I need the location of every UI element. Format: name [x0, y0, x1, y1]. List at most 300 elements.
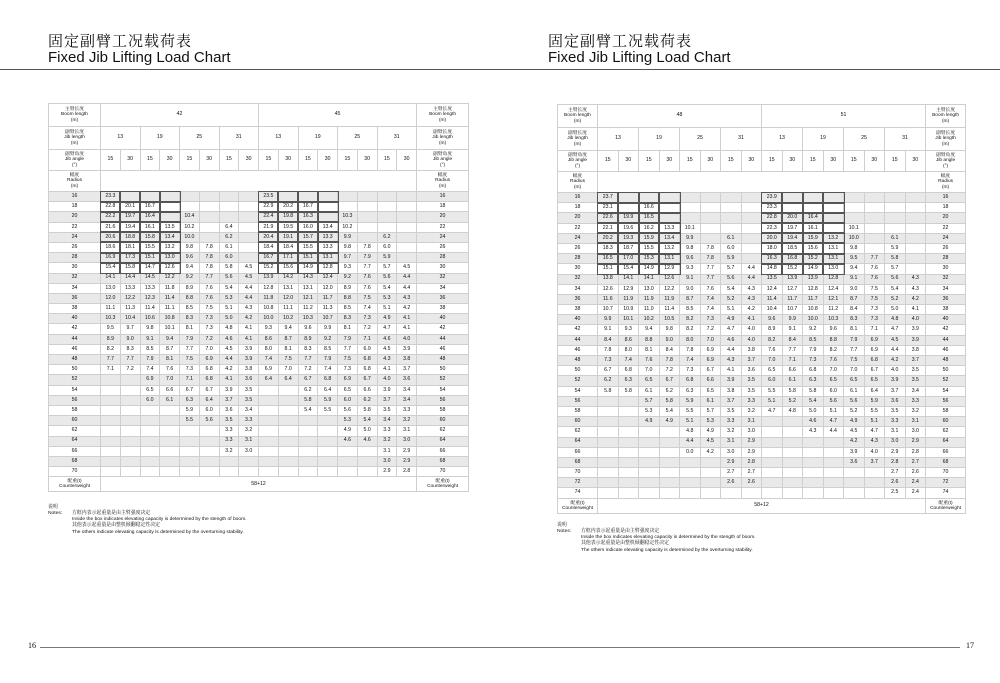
capacity-cell — [180, 202, 200, 212]
capacity-cell — [397, 222, 417, 232]
capacity-cell — [259, 436, 279, 446]
capacity-cell — [160, 426, 180, 436]
capacity-cell — [120, 385, 140, 395]
capacity-cell: 19.6 — [618, 223, 639, 233]
capacity-cell: 7.8 — [357, 242, 377, 252]
chart-title-en: Fixed Jib Lifting Load Chart — [48, 49, 231, 66]
capacity-cell: 3.3 — [741, 396, 762, 406]
capacity-cell: 4.9 — [700, 427, 721, 437]
capacity-cell — [823, 193, 844, 203]
boom-length-value: 51 — [762, 105, 926, 128]
radius-value: 48 — [417, 355, 469, 365]
capacity-cell — [782, 203, 803, 213]
capacity-cell: 5.1 — [864, 417, 885, 427]
capacity-cell: 13.1 — [278, 283, 298, 293]
capacity-cell — [120, 375, 140, 385]
radius-value: 18 — [926, 203, 966, 213]
note-line: Inside the box indicates elevating capacity is determined by the stength of boom. — [72, 517, 247, 523]
jib-angle-value: 30 — [659, 151, 680, 172]
capacity-cell: 5.2 — [885, 294, 906, 304]
capacity-cell: 6.5 — [338, 385, 358, 395]
capacity-cell: 14.9 — [803, 264, 824, 274]
capacity-cell: 8.1 — [180, 324, 200, 334]
capacity-cell: 7.3 — [700, 315, 721, 325]
capacity-cell: 7.8 — [659, 356, 680, 366]
radius-value: 26 — [49, 242, 101, 252]
capacity-cell — [239, 222, 259, 232]
capacity-cell: 15.5 — [639, 243, 660, 253]
capacity-cell: 5.5 — [680, 406, 701, 416]
boom-length-label: 主臂长度 Boom length (m) — [558, 105, 598, 128]
capacity-cell: 15.1 — [140, 253, 160, 263]
capacity-cell — [721, 193, 742, 203]
capacity-cell: 6.9 — [864, 335, 885, 345]
capacity-cell: 2.9 — [721, 457, 742, 467]
capacity-cell: 6.5 — [639, 376, 660, 386]
capacity-cell: 6.2 — [598, 376, 619, 386]
radius-value: 58 — [417, 405, 469, 415]
capacity-cell: 4.2 — [219, 365, 239, 375]
capacity-cell: 11.0 — [639, 305, 660, 315]
capacity-cell: 3.9 — [844, 447, 865, 457]
capacity-cell — [905, 254, 926, 264]
jib-angle-value: 30 — [318, 150, 338, 171]
capacity-cell — [823, 447, 844, 457]
table-row — [49, 273, 469, 283]
capacity-cell: 8.3 — [120, 344, 140, 354]
capacity-cell — [659, 213, 680, 223]
capacity-cell: 8.3 — [338, 314, 358, 324]
capacity-cell: 20.2 — [598, 233, 619, 243]
capacity-cell: 6.9 — [259, 365, 279, 375]
capacity-cell — [762, 478, 783, 488]
capacity-cell: 4.2 — [844, 437, 865, 447]
boom-length-label: 主臂长度 Boom length (m) — [417, 104, 469, 127]
capacity-cell: 10.1 — [680, 223, 701, 233]
capacity-cell: 13.1 — [823, 254, 844, 264]
jib-angle-value: 15 — [180, 150, 200, 171]
capacity-cell: 4.4 — [239, 293, 259, 303]
capacity-cell: 11.1 — [278, 304, 298, 314]
capacity-cell — [259, 416, 279, 426]
table-row — [558, 345, 966, 355]
capacity-cell: 7.2 — [700, 325, 721, 335]
jib-angle-value: 15 — [219, 150, 239, 171]
capacity-cell: 3.3 — [377, 426, 397, 436]
capacity-cell: 3.3 — [397, 405, 417, 415]
capacity-cell: 6.6 — [160, 385, 180, 395]
capacity-cell: 13.0 — [101, 283, 121, 293]
radius-value: 70 — [926, 468, 966, 478]
table-row — [49, 426, 469, 436]
capacity-cell: 3.1 — [377, 446, 397, 456]
counterweight-row — [49, 477, 469, 492]
table-row — [558, 478, 966, 488]
table-row — [558, 193, 966, 203]
capacity-cell: 4.3 — [397, 293, 417, 303]
capacity-cell — [357, 212, 377, 222]
capacity-cell — [357, 192, 377, 202]
capacity-cell: 3.6 — [885, 396, 906, 406]
jib-angle-label: 副臂角度 Jib angle (°) — [926, 151, 966, 172]
capacity-cell: 10.0 — [803, 315, 824, 325]
capacity-cell: 11.9 — [659, 294, 680, 304]
jib-length-label: 副臂长度 Jib length (m) — [417, 127, 469, 150]
capacity-cell — [298, 446, 318, 456]
capacity-cell: 4.0 — [741, 335, 762, 345]
capacity-cell: 8.8 — [823, 335, 844, 345]
jib-length-label: 副臂长度 Jib length (m) — [926, 128, 966, 151]
capacity-cell — [618, 488, 639, 498]
capacity-cell: 5.1 — [219, 304, 239, 314]
note-line: The others indicate elevating capacity is determined by the overturning stability. — [72, 529, 244, 535]
table-row — [558, 325, 966, 335]
capacity-cell: 11.3 — [120, 304, 140, 314]
capacity-cell: 15.7 — [298, 232, 318, 242]
counterweight-value: 58+12 — [101, 477, 417, 492]
capacity-cell: 15.8 — [140, 232, 160, 242]
capacity-cell: 9.8 — [680, 243, 701, 253]
capacity-cell: 4.3 — [905, 274, 926, 284]
table-row — [49, 365, 469, 375]
radius-value: 28 — [49, 253, 101, 263]
capacity-cell — [864, 488, 885, 498]
capacity-cell: 7.4 — [680, 356, 701, 366]
table-row — [49, 405, 469, 415]
capacity-cell: 4.4 — [239, 283, 259, 293]
capacity-cell: 19.8 — [278, 212, 298, 222]
capacity-cell: 8.8 — [639, 335, 660, 345]
capacity-cell: 5.4 — [298, 405, 318, 415]
capacity-cell: 13.3 — [318, 232, 338, 242]
capacity-cell: 12.6 — [659, 274, 680, 284]
jib-angle-value: 15 — [377, 150, 397, 171]
radius-value: 72 — [558, 478, 598, 488]
capacity-cell — [120, 405, 140, 415]
capacity-cell: 3.4 — [397, 395, 417, 405]
table-row — [558, 305, 966, 315]
capacity-cell — [239, 467, 259, 477]
capacity-cell — [762, 457, 783, 467]
capacity-cell: 12.8 — [803, 284, 824, 294]
jib-length-label: 副臂长度 Jib length (m) — [558, 128, 598, 151]
capacity-cell: 8.5 — [140, 344, 160, 354]
capacity-cell: 5.5 — [180, 416, 200, 426]
radius-value: 38 — [49, 304, 101, 314]
jib-length-value: 13 — [762, 128, 803, 151]
capacity-cell: 21.6 — [101, 222, 121, 232]
capacity-cell: 7.0 — [823, 366, 844, 376]
capacity-cell: 3.5 — [885, 406, 906, 416]
table-row — [49, 436, 469, 446]
capacity-cell: 6.1 — [160, 395, 180, 405]
capacity-cell — [864, 193, 885, 203]
capacity-cell: 4.2 — [885, 356, 906, 366]
capacity-cell: 11.8 — [160, 283, 180, 293]
capacity-cell: 7.8 — [680, 345, 701, 355]
capacity-cell: 4.8 — [680, 427, 701, 437]
jib-angle-value: 30 — [864, 151, 885, 172]
capacity-cell — [160, 202, 180, 212]
capacity-cell — [618, 478, 639, 488]
capacity-cell: 9.8 — [180, 242, 200, 252]
capacity-cell: 7.2 — [199, 334, 219, 344]
capacity-cell: 3.5 — [905, 366, 926, 376]
capacity-cell: 2.7 — [905, 457, 926, 467]
capacity-cell — [140, 405, 160, 415]
capacity-cell: 5.5 — [318, 405, 338, 415]
capacity-cell — [298, 467, 318, 477]
capacity-cell: 5.6 — [199, 416, 219, 426]
table-row — [558, 284, 966, 294]
capacity-cell: 18.7 — [618, 243, 639, 253]
radius-value: 58 — [558, 406, 598, 416]
capacity-cell: 7.9 — [844, 335, 865, 345]
capacity-cell: 4.1 — [377, 365, 397, 375]
capacity-cell: 10.2 — [338, 222, 358, 232]
capacity-cell: 7.0 — [844, 366, 865, 376]
capacity-cell — [803, 478, 824, 488]
capacity-cell: 4.9 — [639, 417, 660, 427]
capacity-cell: 13.9 — [259, 273, 279, 283]
capacity-cell: 6.8 — [199, 365, 219, 375]
capacity-cell: 6.7 — [864, 366, 885, 376]
capacity-cell: 8.8 — [180, 293, 200, 303]
capacity-cell — [618, 447, 639, 457]
radius-label: 幅度 Radius (m) — [417, 171, 469, 192]
capacity-cell: 5.9 — [318, 395, 338, 405]
capacity-cell: 2.9 — [741, 447, 762, 457]
capacity-cell — [700, 478, 721, 488]
radius-value: 46 — [49, 344, 101, 354]
radius-value: 50 — [417, 365, 469, 375]
capacity-cell: 10.0 — [259, 314, 279, 324]
capacity-cell — [298, 456, 318, 466]
capacity-cell — [782, 488, 803, 498]
capacity-cell: 10.2 — [639, 315, 660, 325]
jib-length-value: 31 — [377, 127, 417, 150]
capacity-cell: 16.7 — [140, 202, 160, 212]
capacity-cell: 4.3 — [239, 304, 259, 314]
radius-value: 26 — [417, 242, 469, 252]
capacity-cell: 5.6 — [219, 273, 239, 283]
radius-value: 62 — [926, 427, 966, 437]
capacity-cell — [905, 243, 926, 253]
capacity-cell — [318, 456, 338, 466]
radius-value: 52 — [417, 375, 469, 385]
capacity-cell: 8.9 — [338, 283, 358, 293]
capacity-cell: 5.2 — [721, 294, 742, 304]
capacity-cell: 12.6 — [598, 284, 619, 294]
capacity-cell — [741, 488, 762, 498]
capacity-cell: 6.9 — [700, 356, 721, 366]
capacity-cell: 4.6 — [219, 334, 239, 344]
capacity-cell — [318, 212, 338, 222]
capacity-cell: 3.0 — [905, 427, 926, 437]
jib-length-value: 19 — [140, 127, 180, 150]
capacity-cell: 3.1 — [885, 427, 906, 437]
capacity-cell — [844, 478, 865, 488]
radius-value: 50 — [926, 366, 966, 376]
capacity-cell: 6.8 — [680, 376, 701, 386]
capacity-cell — [101, 467, 121, 477]
capacity-cell: 4.9 — [659, 417, 680, 427]
capacity-cell: 3.8 — [239, 365, 259, 375]
capacity-cell: 6.6 — [357, 385, 377, 395]
capacity-cell — [259, 395, 279, 405]
radius-value: 66 — [49, 446, 101, 456]
radius-value: 32 — [558, 274, 598, 284]
capacity-cell: 6.3 — [618, 376, 639, 386]
radius-value: 44 — [417, 334, 469, 344]
capacity-cell: 6.9 — [199, 355, 219, 365]
capacity-cell — [864, 478, 885, 488]
capacity-cell — [259, 467, 279, 477]
capacity-cell: 10.8 — [259, 304, 279, 314]
capacity-cell: 20.1 — [120, 202, 140, 212]
capacity-cell: 3.4 — [397, 385, 417, 395]
capacity-cell: 15.1 — [598, 264, 619, 274]
table-row — [558, 406, 966, 416]
capacity-cell — [101, 405, 121, 415]
capacity-cell — [160, 456, 180, 466]
capacity-cell: 13.0 — [639, 284, 660, 294]
capacity-cell: 3.3 — [239, 416, 259, 426]
capacity-cell: 4.7 — [377, 324, 397, 334]
capacity-cell: 5.3 — [377, 293, 397, 303]
capacity-cell: 7.2 — [298, 365, 318, 375]
capacity-cell: 3.1 — [905, 417, 926, 427]
capacity-cell: 9.0 — [659, 335, 680, 345]
capacity-cell: 7.6 — [700, 284, 721, 294]
capacity-cell — [120, 416, 140, 426]
capacity-cell: 18.6 — [101, 242, 121, 252]
capacity-cell: 10.3 — [338, 212, 358, 222]
capacity-cell: 4.1 — [239, 334, 259, 344]
capacity-cell: 6.1 — [721, 233, 742, 243]
capacity-cell: 10.4 — [180, 212, 200, 222]
capacity-cell — [259, 456, 279, 466]
radius-value: 42 — [49, 324, 101, 334]
capacity-cell: 9.0 — [120, 334, 140, 344]
capacity-cell: 10.1 — [160, 324, 180, 334]
radius-value: 22 — [926, 223, 966, 233]
capacity-cell — [905, 193, 926, 203]
capacity-cell: 7.6 — [823, 356, 844, 366]
capacity-cell — [700, 233, 721, 243]
capacity-cell — [120, 395, 140, 405]
capacity-cell: 3.2 — [377, 436, 397, 446]
capacity-cell: 6.7 — [199, 385, 219, 395]
radius-value: 20 — [926, 213, 966, 223]
capacity-cell: 7.9 — [357, 253, 377, 263]
capacity-cell: 6.1 — [700, 396, 721, 406]
capacity-cell — [823, 213, 844, 223]
capacity-cell: 10.7 — [782, 305, 803, 315]
capacity-cell — [160, 436, 180, 446]
radius-value: 16 — [49, 192, 101, 202]
table-row — [558, 223, 966, 233]
capacity-cell: 15.5 — [298, 242, 318, 252]
capacity-cell: 6.4 — [318, 385, 338, 395]
capacity-cell: 13.4 — [160, 232, 180, 242]
jib-angle-value: 30 — [741, 151, 762, 172]
capacity-cell: 3.1 — [239, 436, 259, 446]
capacity-cell — [219, 212, 239, 222]
capacity-cell — [259, 426, 279, 436]
capacity-cell: 6.5 — [823, 376, 844, 386]
capacity-cell — [101, 395, 121, 405]
capacity-cell — [803, 447, 824, 457]
capacity-cell — [338, 192, 358, 202]
jib-angle-value: 15 — [803, 151, 824, 172]
capacity-cell — [885, 223, 906, 233]
capacity-cell — [885, 193, 906, 203]
jib-angle-label: 副臂角度 Jib angle (°) — [49, 150, 101, 171]
table-row — [49, 355, 469, 365]
radius-value: 24 — [558, 233, 598, 243]
capacity-cell: 3.9 — [219, 385, 239, 395]
capacity-cell: 16.4 — [803, 213, 824, 223]
capacity-cell: 4.0 — [864, 447, 885, 457]
radius-value: 16 — [558, 193, 598, 203]
capacity-cell — [782, 468, 803, 478]
capacity-cell: 12.0 — [278, 293, 298, 303]
capacity-cell: 7.5 — [357, 293, 377, 303]
capacity-cell: 8.2 — [823, 345, 844, 355]
radius-value: 24 — [926, 233, 966, 243]
jib-angle-value: 30 — [782, 151, 803, 172]
radius-value: 42 — [417, 324, 469, 334]
capacity-cell — [659, 447, 680, 457]
capacity-cell: 16.5 — [639, 213, 660, 223]
capacity-cell: 13.3 — [140, 283, 160, 293]
capacity-cell — [199, 202, 219, 212]
capacity-cell: 7.1 — [357, 334, 377, 344]
capacity-cell: 7.2 — [659, 366, 680, 376]
table-row — [49, 304, 469, 314]
capacity-cell — [239, 253, 259, 263]
capacity-cell: 2.9 — [905, 437, 926, 447]
capacity-cell — [219, 467, 239, 477]
capacity-cell: 6.2 — [219, 232, 239, 242]
capacity-cell: 6.4 — [864, 386, 885, 396]
capacity-cell: 9.4 — [844, 264, 865, 274]
capacity-cell: 12.9 — [618, 284, 639, 294]
note-text: 方框内表示起重量是由主臂强度决定 — [72, 511, 151, 517]
radius-value: 72 — [926, 478, 966, 488]
capacity-cell: 3.5 — [377, 405, 397, 415]
capacity-cell: 8.5 — [318, 344, 338, 354]
capacity-cell — [741, 233, 762, 243]
capacity-cell — [357, 467, 377, 477]
jib-length-value: 13 — [259, 127, 299, 150]
capacity-cell — [680, 488, 701, 498]
capacity-cell: 3.0 — [721, 447, 742, 457]
radius-value: 36 — [926, 294, 966, 304]
radius-value: 50 — [49, 365, 101, 375]
capacity-cell: 9.1 — [140, 334, 160, 344]
capacity-cell — [782, 478, 803, 488]
capacity-cell: 4.8 — [885, 315, 906, 325]
capacity-cell: 7.7 — [298, 355, 318, 365]
capacity-cell: 12.7 — [782, 284, 803, 294]
capacity-cell: 4.2 — [397, 304, 417, 314]
capacity-cell — [199, 232, 219, 242]
counterweight-label: 配重(t) Counterweight — [49, 477, 101, 492]
capacity-cell — [762, 488, 783, 498]
capacity-cell: 3.5 — [905, 376, 926, 386]
